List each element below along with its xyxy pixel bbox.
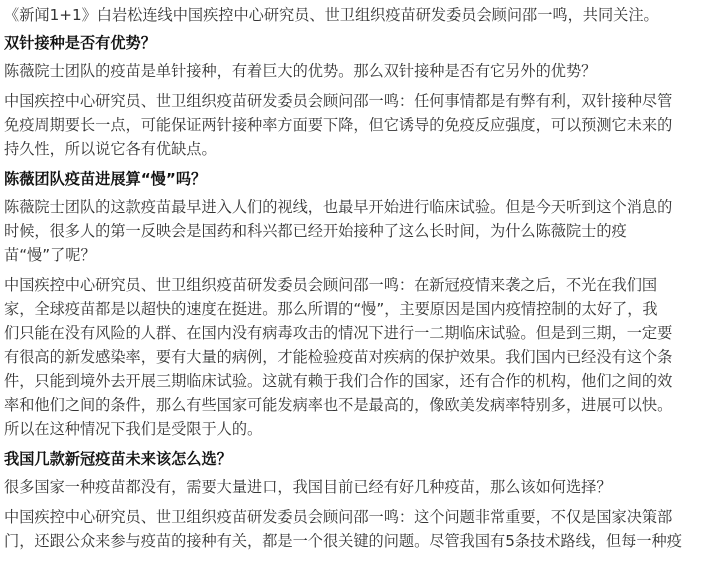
answer-paragraph bbox=[4, 505, 718, 553]
article-body bbox=[4, 3, 718, 553]
answer-line: 件，只能到境外去开展三期临床试验。这就有赖于我们合作的国家，还有合作的机构，他们之间的效 bbox=[4, 372, 673, 390]
question-paragraph: 陈薇院士团队的疫苗是单针接种，有着巨大的优势。那么双针接种是否有它另外的优势？ bbox=[4, 62, 597, 80]
answer-paragraph bbox=[4, 89, 718, 161]
answer-line: 持久性，所以说它各有优缺点。 bbox=[4, 140, 217, 158]
section-heading-double-dose: 双针接种是否有优势？ bbox=[4, 34, 156, 52]
answer-line: 家，全球疫苗都是以超快的速度在挺进。那么所谓的“慢”，主要原因是国内疫情控制的太好了，我 bbox=[4, 300, 658, 318]
answer-line: 有很高的新发感染率，要有大量的病例，才能检验疫苗对疾病的保护效果。我们国内已经没有这个条 bbox=[4, 348, 673, 366]
answer-line: 门，还跟公众来参与疫苗的接种有关，都是一个很关键的问题。尽管我国有5条技术路线，但每一种疫 bbox=[4, 532, 682, 550]
question-line: 苗“慢”了呢？ bbox=[4, 246, 96, 264]
question-line: 时候，很多人的第一反映会是国药和科兴都已经开始接种了这么长时间，为什么陈薇院士的疫 bbox=[4, 222, 627, 240]
intro-paragraph: 《新闻1+1》白岩松连线中国疾控中心研究员、世卫组织疫苗研发委员会顾问邵一鸣，共同关注。 bbox=[4, 6, 659, 24]
answer-line: 率和他们之间的条件，那么有些国家可能发病率也不是最高的，像欧美发病率特别多，进展可以快。 bbox=[4, 396, 673, 414]
question-paragraph: 很多国家一种疫苗都没有，需要大量进口，我国目前已经有好几种疫苗，那么该如何选择？ bbox=[4, 478, 612, 496]
answer-line: 中国疾控中心研究员、世卫组织疫苗研发委员会顾问邵一鸣：这个问题非常重要，不仅是国家决策部 bbox=[4, 508, 673, 526]
answer-line: 中国疾控中心研究员、世卫组织疫苗研发委员会顾问邵一鸣：任何事情都是有弊有利，双针接种尽管 bbox=[4, 92, 673, 110]
answer-line: 所以在这种情况下我们是受限于人的。 bbox=[4, 420, 263, 438]
section-heading-vaccine-choice: 我国几款新冠疫苗未来该怎么选？ bbox=[4, 450, 232, 468]
answer-line: 免疫周期要长一点，可能保证两针接种率方面要下降，但它诱导的免疫反应强度，可以预测它未来的 bbox=[4, 116, 673, 134]
section-heading-progress-slow: 陈薇团队疫苗进展算“慢”吗？ bbox=[4, 170, 207, 188]
question-paragraph bbox=[4, 195, 718, 267]
answer-paragraph bbox=[4, 273, 718, 441]
answer-line: 们只能在没有风险的人群、在国内没有病毒攻击的情况下进行一二期临床试验。但是到三期，一定要 bbox=[4, 324, 673, 342]
question-line: 陈薇院士团队的这款疫苗最早进入人们的视线，也最早开始进行临床试验。但是今天听到这个消息的 bbox=[4, 198, 673, 216]
answer-line: 中国疾控中心研究员、世卫组织疫苗研发委员会顾问邵一鸣：在新冠疫情来袭之后，不光在我们国 bbox=[4, 276, 658, 294]
